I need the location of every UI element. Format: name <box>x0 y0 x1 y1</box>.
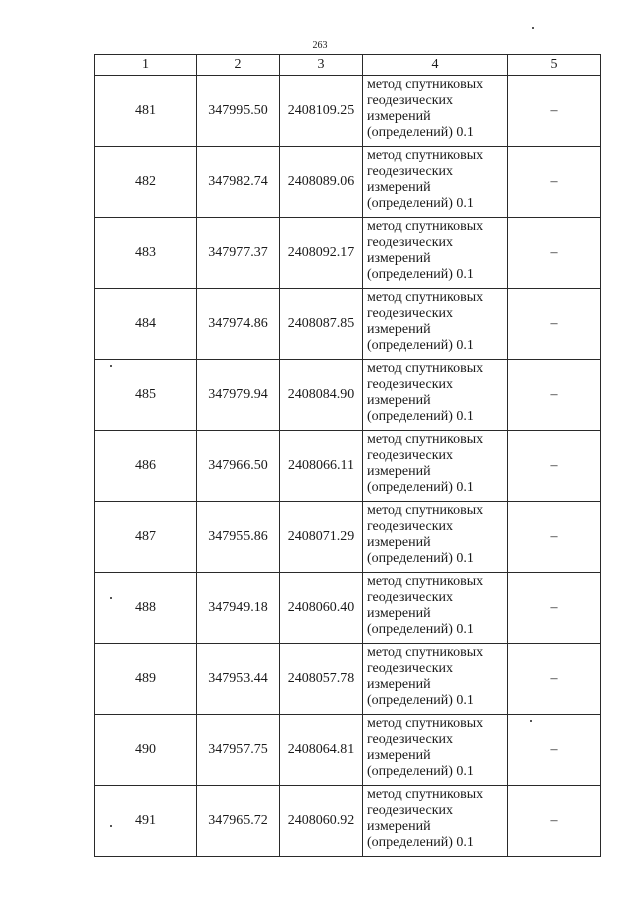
method-cell <box>363 715 508 786</box>
method-line: измерений <box>367 109 431 124</box>
header-col-1: 1 <box>95 55 197 76</box>
method-line: геодезических <box>367 732 454 747</box>
note-cell: – <box>508 147 601 218</box>
method-line: измерений <box>367 464 431 479</box>
y-coordinate-cell: 2408060.92 <box>280 786 363 857</box>
y-coordinate-cell: 2408084.90 <box>280 360 363 431</box>
note-cell: – <box>508 715 601 786</box>
method-line: (определений) 0.1 <box>367 622 474 637</box>
x-coordinate-cell: 347966.50 <box>197 431 280 502</box>
method-line: геодезических <box>367 661 454 676</box>
y-coordinate-cell: 2408066.11 <box>280 431 363 502</box>
method-cell <box>363 502 508 573</box>
method-cell <box>363 147 508 218</box>
method-cell <box>363 786 508 857</box>
method-cell <box>363 289 508 360</box>
point-number-cell: 485 <box>95 360 197 431</box>
method-line: геодезических <box>367 803 454 818</box>
y-coordinate-cell: 2408057.78 <box>280 644 363 715</box>
x-coordinate-cell: 347965.72 <box>197 786 280 857</box>
method-line: геодезических <box>367 590 454 605</box>
method-cell <box>363 360 508 431</box>
method-line: измерений <box>367 535 431 550</box>
method-line: (определений) 0.1 <box>367 693 474 708</box>
header-row <box>95 55 601 76</box>
point-number-cell: 484 <box>95 289 197 360</box>
method-line: измерений <box>367 180 431 195</box>
method-cell <box>363 218 508 289</box>
note-cell: – <box>508 644 601 715</box>
method-cell <box>363 76 508 147</box>
scan-speck <box>110 597 112 599</box>
x-coordinate-cell: 347977.37 <box>197 218 280 289</box>
scan-speck <box>532 27 534 29</box>
y-coordinate-cell: 2408092.17 <box>280 218 363 289</box>
method-line: геодезических <box>367 448 454 463</box>
point-number-cell: 491 <box>95 786 197 857</box>
method-line: метод спутниковых <box>367 787 484 802</box>
header-col-5: 5 <box>508 55 601 76</box>
table-row <box>95 573 601 644</box>
scan-speck <box>110 825 112 827</box>
y-coordinate-cell: 2408109.25 <box>280 76 363 147</box>
method-line: (определений) 0.1 <box>367 764 474 779</box>
table-row <box>95 431 601 502</box>
y-coordinate-cell: 2408089.06 <box>280 147 363 218</box>
table-header <box>95 55 601 76</box>
method-line: метод спутниковых <box>367 716 484 731</box>
table-row <box>95 289 601 360</box>
table-row <box>95 786 601 857</box>
table-row <box>95 715 601 786</box>
method-line: (определений) 0.1 <box>367 196 474 211</box>
note-cell: – <box>508 289 601 360</box>
x-coordinate-cell: 347982.74 <box>197 147 280 218</box>
header-col-4: 4 <box>363 55 508 76</box>
method-line: измерений <box>367 748 431 763</box>
method-line: метод спутниковых <box>367 77 484 92</box>
method-line: метод спутниковых <box>367 645 484 660</box>
header-col-3: 3 <box>280 55 363 76</box>
point-number-cell: 490 <box>95 715 197 786</box>
method-cell <box>363 644 508 715</box>
method-line: измерений <box>367 393 431 408</box>
x-coordinate-cell: 347979.94 <box>197 360 280 431</box>
y-coordinate-cell: 2408064.81 <box>280 715 363 786</box>
x-coordinate-cell: 347953.44 <box>197 644 280 715</box>
method-line: (определений) 0.1 <box>367 480 474 495</box>
method-line: измерений <box>367 677 431 692</box>
method-line: метод спутниковых <box>367 219 484 234</box>
x-coordinate-cell: 347955.86 <box>197 502 280 573</box>
method-line: (определений) 0.1 <box>367 125 474 140</box>
method-line: метод спутниковых <box>367 432 484 447</box>
method-line: геодезических <box>367 235 454 250</box>
method-line: геодезических <box>367 164 454 179</box>
method-line: метод спутниковых <box>367 503 484 518</box>
method-line: (определений) 0.1 <box>367 338 474 353</box>
method-line: измерений <box>367 251 431 266</box>
method-line: геодезических <box>367 377 454 392</box>
point-number-cell: 488 <box>95 573 197 644</box>
table-row <box>95 644 601 715</box>
note-cell: – <box>508 431 601 502</box>
table-row <box>95 147 601 218</box>
table-row <box>95 360 601 431</box>
coordinates-table <box>94 54 601 857</box>
method-line: метод спутниковых <box>367 361 484 376</box>
method-line: геодезических <box>367 306 454 321</box>
header-col-2: 2 <box>197 55 280 76</box>
point-number-cell: 482 <box>95 147 197 218</box>
method-line: метод спутниковых <box>367 574 484 589</box>
y-coordinate-cell: 2408071.29 <box>280 502 363 573</box>
scan-speck <box>530 720 532 722</box>
method-cell <box>363 431 508 502</box>
point-number-cell: 486 <box>95 431 197 502</box>
method-line: геодезических <box>367 93 454 108</box>
table-row <box>95 76 601 147</box>
table-body <box>95 76 601 857</box>
point-number-cell: 481 <box>95 76 197 147</box>
method-line: метод спутниковых <box>367 290 484 305</box>
method-line: (определений) 0.1 <box>367 267 474 282</box>
method-line: (определений) 0.1 <box>367 835 474 850</box>
method-cell <box>363 573 508 644</box>
note-cell: – <box>508 786 601 857</box>
page-number: 263 <box>312 40 328 51</box>
method-line: (определений) 0.1 <box>367 551 474 566</box>
method-line: измерений <box>367 322 431 337</box>
method-line: (определений) 0.1 <box>367 409 474 424</box>
scan-speck <box>110 365 112 367</box>
method-line: метод спутниковых <box>367 148 484 163</box>
x-coordinate-cell: 347949.18 <box>197 573 280 644</box>
method-line: геодезических <box>367 519 454 534</box>
method-line: измерений <box>367 819 431 834</box>
x-coordinate-cell: 347974.86 <box>197 289 280 360</box>
table-row <box>95 502 601 573</box>
point-number-cell: 483 <box>95 218 197 289</box>
note-cell: – <box>508 76 601 147</box>
method-line: измерений <box>367 606 431 621</box>
table-row <box>95 218 601 289</box>
x-coordinate-cell: 347957.75 <box>197 715 280 786</box>
y-coordinate-cell: 2408060.40 <box>280 573 363 644</box>
y-coordinate-cell: 2408087.85 <box>280 289 363 360</box>
note-cell: – <box>508 502 601 573</box>
point-number-cell: 489 <box>95 644 197 715</box>
note-cell: – <box>508 360 601 431</box>
x-coordinate-cell: 347995.50 <box>197 76 280 147</box>
note-cell: – <box>508 218 601 289</box>
point-number-cell: 487 <box>95 502 197 573</box>
note-cell: – <box>508 573 601 644</box>
